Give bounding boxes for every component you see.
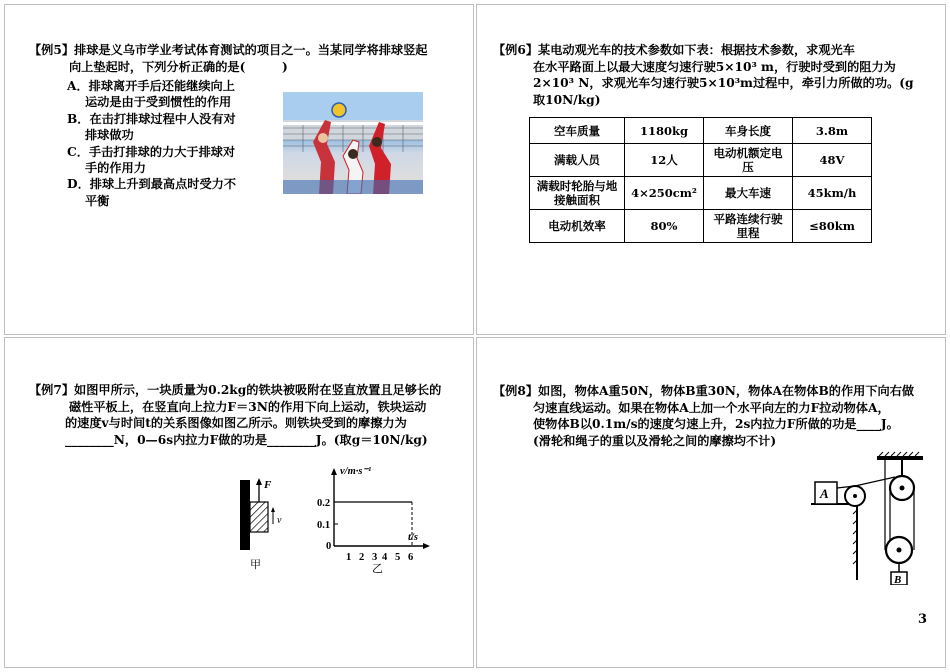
volleyball-photo bbox=[283, 92, 423, 194]
table-cell: 1180kg bbox=[625, 118, 704, 144]
q5-stem bbox=[29, 42, 427, 75]
q5-tag: 【例5】 bbox=[29, 43, 75, 57]
q7-line1: 如图甲所示，一块质量为0.2kg的铁块被吸附在竖直放置且足够长的 bbox=[74, 383, 442, 397]
q5-options bbox=[67, 78, 236, 209]
block-a-label: A bbox=[820, 486, 829, 501]
q8-line4: (滑轮和绳子的重以及滑轮之间的摩擦均不计) bbox=[533, 433, 777, 448]
slide-example-6 bbox=[476, 4, 946, 335]
table-cell: 空车质量 bbox=[530, 118, 625, 144]
y-tick: 0 bbox=[326, 541, 332, 552]
table-cell: 最大车速 bbox=[704, 177, 793, 210]
x-tick: 6 bbox=[408, 552, 414, 563]
y-tick: 0.2 bbox=[317, 498, 331, 509]
q5-option-c: C．手击打排球的力大于排球对 bbox=[67, 144, 236, 159]
q5-line2: 向上垫起时，下列分析正确的是( ) bbox=[69, 59, 288, 74]
table-row bbox=[530, 177, 872, 210]
velocity-dir-label: v bbox=[277, 515, 282, 526]
q5-option-c-cont: 手的作用力 bbox=[85, 161, 146, 176]
table-cell: 12人 bbox=[625, 144, 704, 177]
q6-line1: 某电动观光车的技术参数如下表：根据技术参数，求观光车 bbox=[538, 43, 855, 57]
y-axis-label: v/m·s⁻¹ bbox=[340, 466, 372, 477]
x-tick: 4 bbox=[382, 552, 388, 563]
x-tick: 5 bbox=[395, 552, 401, 563]
q7-tag: 【例7】 bbox=[29, 383, 75, 397]
page-number: 3 bbox=[917, 612, 927, 627]
q5-option-b-cont: 排球做功 bbox=[85, 128, 134, 143]
table-cell: 80% bbox=[625, 210, 704, 243]
q8-line2: 匀速直线运动。如果在物体A上加一个水平向左的力F拉动物体A， bbox=[533, 400, 890, 415]
slide-example-5 bbox=[4, 4, 474, 335]
q5-option-d-cont: 平衡 bbox=[85, 193, 110, 208]
q6-line4: 取10N/kg) bbox=[533, 92, 601, 107]
figure-a-iron-block bbox=[240, 478, 282, 571]
q8-stem bbox=[493, 383, 914, 449]
q7-line4: ________N，0—6s内拉力F做的功是________J。(取g＝10N/kg) bbox=[65, 432, 428, 447]
q5-option-d: D．排球上升到最高点时受力不 bbox=[67, 177, 237, 192]
x-tick: 1 bbox=[346, 552, 352, 563]
block-b-label: B bbox=[894, 574, 902, 585]
table-cell: 电动机额定电压 bbox=[704, 144, 793, 177]
figure-a-caption: 甲 bbox=[250, 558, 261, 571]
table-cell: 满载时轮胎与地接触面积 bbox=[530, 177, 625, 210]
q5-option-b: B．在击打排球过程中人没有对 bbox=[67, 111, 236, 126]
q7-line2: 磁性平板上，在竖直向上拉力F＝3N的作用下向上运动，铁块运动 bbox=[69, 399, 427, 414]
x-tick: 3 bbox=[372, 552, 378, 563]
table-cell: 平路连续行驶里程 bbox=[704, 210, 793, 243]
table-cell: 满载人员 bbox=[530, 144, 625, 177]
y-tick: 0.1 bbox=[317, 520, 331, 531]
table-cell: 3.8m bbox=[793, 118, 872, 144]
x-axis-label: t/s bbox=[408, 532, 418, 543]
figure-b-caption: 乙 bbox=[372, 562, 383, 575]
q5-option-a-cont: 运动是由于受到惯性的作用 bbox=[85, 95, 232, 110]
q6-line2: 在水平路面上以最大速度匀速行驶5×10³ m，行驶时受到的阻力为 bbox=[533, 59, 896, 74]
q6-line3: 2×10³ N，求观光车匀速行驶5×10³m过程中，牵引力所做的功。(g bbox=[533, 76, 914, 90]
table-cell: 4×250cm² bbox=[625, 177, 704, 210]
table-row bbox=[530, 210, 872, 243]
figure-b-vt-graph bbox=[317, 466, 430, 575]
slide-example-7 bbox=[4, 337, 474, 668]
spec-table bbox=[529, 117, 872, 243]
table-row bbox=[530, 118, 872, 144]
q5-line1: 排球是义乌市学业考试体育测试的项目之一。当某同学将排球竖起 bbox=[74, 43, 428, 57]
table-row bbox=[530, 144, 872, 177]
force-label: F bbox=[264, 479, 272, 491]
q5-option-a: A．排球离开手后还能继续向上 bbox=[67, 79, 235, 93]
q8-tag: 【例8】 bbox=[493, 384, 539, 398]
table-cell: 45km/h bbox=[793, 177, 872, 210]
table-cell: ≤80km bbox=[793, 210, 872, 243]
q7-stem bbox=[29, 382, 441, 448]
table-cell: 48V bbox=[793, 144, 872, 177]
q8-line1: 如图，物体A重50N，物体B重30N，物体A在物体B的作用下向右做 bbox=[538, 384, 915, 398]
table-cell: 车身长度 bbox=[704, 118, 793, 144]
q6-tag: 【例6】 bbox=[493, 43, 539, 57]
table-cell: 电动机效率 bbox=[530, 210, 625, 243]
pulley-diagram bbox=[807, 450, 927, 585]
q7-figures bbox=[230, 466, 430, 576]
q7-line3: 的速度v与时间t的关系图像如图乙所示。则铁块受到的摩擦力为 bbox=[65, 416, 407, 430]
q8-line3: 使物体B以0.1m/s的速度匀速上升，2s内拉力F所做的功是____J。 bbox=[533, 417, 899, 431]
slide-example-8 bbox=[476, 337, 946, 668]
q6-stem bbox=[493, 42, 913, 108]
x-tick: 2 bbox=[359, 552, 365, 563]
